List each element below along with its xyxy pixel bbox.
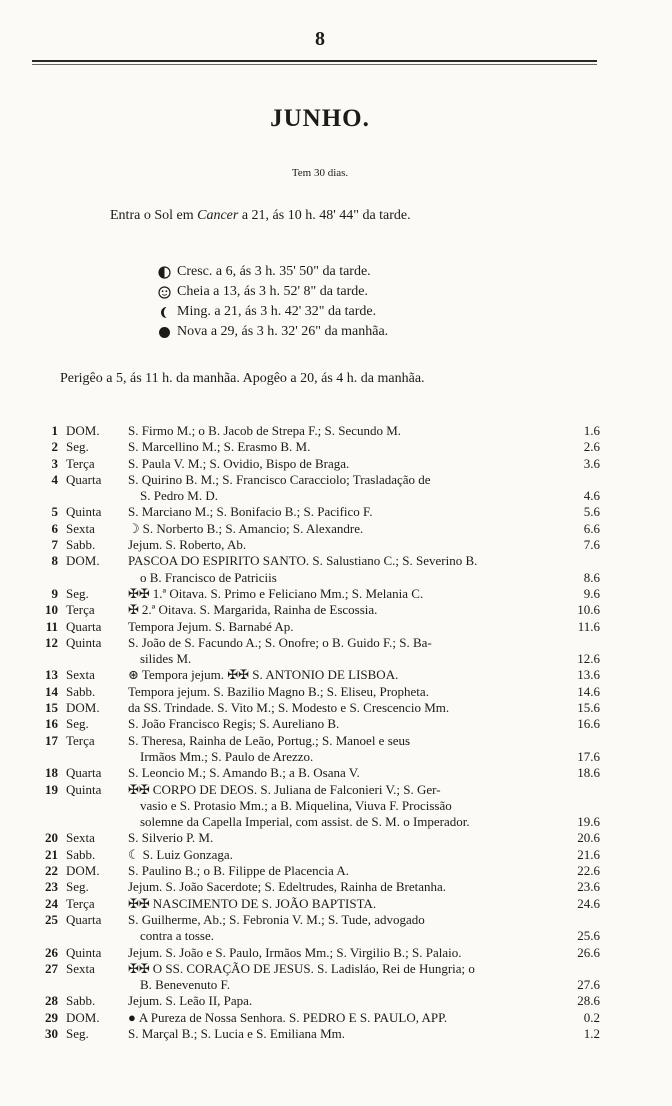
saints-line-text: silides M. xyxy=(140,651,192,667)
saints-text xyxy=(128,993,570,1009)
calendar-row xyxy=(40,863,600,879)
calendar-row xyxy=(40,553,600,586)
days-note: Tem 30 dias. xyxy=(291,167,349,179)
day-number: 5 xyxy=(51,504,58,520)
day-number: 15 xyxy=(45,700,58,716)
day-number: 16 xyxy=(45,716,58,732)
day-number: 12 xyxy=(45,634,58,650)
saints-line xyxy=(128,423,564,439)
saints-line xyxy=(128,537,564,553)
weekday: Sexta xyxy=(66,520,95,536)
right-number: 1.2 xyxy=(583,1025,600,1041)
feast-mark-icon: ⊛ xyxy=(128,667,139,683)
right-number: 13.6 xyxy=(577,667,600,683)
saints-line-text: da SS. Trindade. S. Vito M.; S. Modesto e S. Crescencio Mm. xyxy=(128,700,450,716)
calendar-row xyxy=(40,439,600,455)
feast-mark-icon: ☾ xyxy=(128,846,140,862)
right-number: 18.6 xyxy=(577,765,600,781)
day-number: 14 xyxy=(45,683,58,699)
weekday: Sexta xyxy=(66,960,95,976)
perigee-apogee-line: Perigêo a 5, ás 11 h. da manhãa. Apogêo a 20, ás 4 h. da manhãa. xyxy=(60,371,425,386)
saints-text xyxy=(128,782,570,831)
full-moon-icon xyxy=(158,286,171,299)
saints-line-text: Tempora jejum. S. Bazilio Magno B.; S. Eliseu, Propheta. xyxy=(128,683,429,699)
right-number: 3.6 xyxy=(583,455,600,471)
saints-text xyxy=(128,896,570,912)
calendar-body xyxy=(40,423,600,1042)
saints-text xyxy=(128,1026,570,1042)
saints-line-text: Jejum. S. João e S. Paulo, Irmãos Mm.; S. Virgilio B.; S. Palaio. xyxy=(128,944,462,960)
calendar-row xyxy=(40,830,600,846)
saints-line xyxy=(128,602,564,618)
saints-line xyxy=(140,651,564,667)
saints-text xyxy=(128,667,570,683)
saints-line-text: S. João de S. Facundo A.; S. Onofre; o B. Guido F.; S. Ba- xyxy=(128,634,432,650)
saints-line-text: 2.ª Oitava. S. Margarida, Rainha de Escossia. xyxy=(141,602,378,618)
day-number: 24 xyxy=(45,895,58,911)
last-quarter-moon-icon xyxy=(158,306,171,319)
saints-line xyxy=(128,521,564,537)
moon-phase-text: Cheia a 13, ás 3 h. 52' 8" da tarde. xyxy=(177,284,368,299)
feast-mark-icon: ● xyxy=(128,1009,136,1025)
saints-line xyxy=(140,814,564,830)
saints-line-text: S. Leoncio M.; S. Amando B.; a B. Osana V. xyxy=(128,765,360,781)
day-number: 27 xyxy=(45,960,58,976)
weekday: Seg. xyxy=(66,1025,89,1041)
calendar-row xyxy=(40,716,600,732)
right-number: 1.6 xyxy=(583,423,600,438)
calendar-row xyxy=(40,423,600,439)
weekday: Sabb. xyxy=(66,993,96,1009)
saints-line xyxy=(128,635,564,651)
saints-line xyxy=(128,733,564,749)
weekday: Sexta xyxy=(66,830,95,846)
calendar-row xyxy=(40,456,600,472)
month-title: JUNHO. xyxy=(270,105,370,132)
right-number: 21.6 xyxy=(577,846,600,862)
day-number: 7 xyxy=(51,537,58,553)
sun-entry-pre: Entra o Sol em xyxy=(110,208,198,223)
saints-text xyxy=(128,602,570,618)
calendar-row xyxy=(40,667,600,683)
saints-line xyxy=(128,684,564,700)
saints-line xyxy=(128,700,564,716)
saints-text xyxy=(128,553,570,586)
calendar-row xyxy=(40,912,600,945)
day-number: 9 xyxy=(51,585,58,601)
day-number: 18 xyxy=(45,765,58,781)
calendar-row xyxy=(40,1026,600,1042)
saints-line xyxy=(128,896,564,912)
saints-line xyxy=(128,912,564,928)
right-number: 20.6 xyxy=(577,830,600,846)
feast-mark-icon: ✠ xyxy=(128,602,139,618)
right-number: 2.6 xyxy=(583,439,600,455)
day-number: 4 xyxy=(51,471,58,487)
saints-line-text: S. Silverio P. M. xyxy=(128,830,214,846)
new-moon-icon xyxy=(158,326,171,339)
weekday: Seg. xyxy=(66,879,89,895)
weekday: Quinta xyxy=(66,634,102,650)
saints-text xyxy=(128,439,570,455)
day-number: 13 xyxy=(45,667,58,683)
saints-text xyxy=(128,684,570,700)
moon-phase-last-quarter xyxy=(158,302,388,322)
day-number: 28 xyxy=(45,993,58,1009)
saints-line xyxy=(128,553,564,569)
saints-line xyxy=(140,928,564,944)
right-number: 15.6 xyxy=(577,700,600,716)
saints-line-text: NASCIMENTO DE S. JOÃO BAPTISTA. xyxy=(152,895,377,911)
right-number: 9.6 xyxy=(583,585,600,601)
saints-text xyxy=(128,423,570,439)
saints-line-text: O SS. CORAÇÃO DE JESUS. S. Ladisláo, Rei de Hungria; o xyxy=(152,960,475,976)
right-number: 5.6 xyxy=(583,504,600,520)
weekday: Sabb. xyxy=(66,846,96,862)
calendar-table xyxy=(40,423,600,1042)
saints-line-text: PASCOA DO ESPIRITO SANTO. S. Salustiano C.; S. Severino B. xyxy=(128,553,478,569)
saints-line xyxy=(128,1026,564,1042)
moon-phase-full xyxy=(158,282,388,302)
saints-line xyxy=(128,782,564,798)
day-number: 17 xyxy=(45,732,58,748)
calendar-row xyxy=(40,619,600,635)
weekday: Sabb. xyxy=(66,683,96,699)
day-number: 1 xyxy=(51,423,58,438)
day-number: 21 xyxy=(45,846,58,862)
feast-mark-icon: ✠✠ xyxy=(128,585,150,601)
saints-line xyxy=(140,488,564,504)
saints-text xyxy=(128,619,570,635)
saints-text xyxy=(128,537,570,553)
saints-line-text: CORPO DE DEOS. S. Juliana de Falconieri V.; S. Ger- xyxy=(152,781,441,797)
saints-text xyxy=(128,879,570,895)
saints-text xyxy=(128,945,570,961)
calendar-row xyxy=(40,521,600,537)
saints-line xyxy=(128,830,564,846)
sun-entry-post: a 21, ás 10 h. 48' 44" da tarde. xyxy=(238,208,411,223)
saints-line-text: S. Pedro M. D. xyxy=(140,488,219,504)
weekday: Sabb. xyxy=(66,537,96,553)
day-number: 22 xyxy=(45,863,58,879)
saints-line xyxy=(140,570,564,586)
weekday: Terça xyxy=(66,895,95,911)
calendar-row xyxy=(40,635,600,668)
right-number: 25.6 xyxy=(577,928,600,944)
saints-text xyxy=(128,765,570,781)
day-number: 11 xyxy=(45,618,58,634)
calendar-row xyxy=(40,993,600,1009)
sun-entry-sign: Cancer xyxy=(197,208,239,223)
first-quarter-moon-icon xyxy=(158,266,171,279)
saints-text xyxy=(128,456,570,472)
saints-line xyxy=(140,798,564,814)
right-number: 0.2 xyxy=(583,1009,600,1025)
calendar-row xyxy=(40,1010,600,1026)
saints-line-text: S. Luiz Gonzaga. xyxy=(142,846,233,862)
weekday: Quarta xyxy=(66,618,102,634)
calendar-row xyxy=(40,879,600,895)
moon-phases xyxy=(158,262,388,342)
saints-line-text: S. Marcellino M.; S. Erasmo B. M. xyxy=(128,439,311,455)
right-number: 17.6 xyxy=(577,748,600,764)
saints-line-text: Irmãos Mm.; S. Paulo de Arezzo. xyxy=(140,748,314,764)
weekday: Quarta xyxy=(66,911,102,927)
sun-entry xyxy=(110,208,411,224)
saints-line-text: S. Norberto B.; S. Amancio; S. Alexandre. xyxy=(142,520,364,536)
calendar-row xyxy=(40,961,600,994)
feast-mark-icon: ✠✠ xyxy=(128,781,150,797)
right-number: 4.6 xyxy=(583,488,600,504)
saints-line-text: Jejum. S. Leão II, Papa. xyxy=(128,993,253,1009)
day-number: 19 xyxy=(45,781,58,797)
right-number: 27.6 xyxy=(577,977,600,993)
saints-line xyxy=(128,993,564,1009)
saints-text xyxy=(128,733,570,766)
calendar-row xyxy=(40,684,600,700)
right-number: 12.6 xyxy=(577,651,600,667)
weekday: Sexta xyxy=(66,667,95,683)
saints-text xyxy=(128,1010,570,1026)
right-number: 14.6 xyxy=(577,683,600,699)
saints-text xyxy=(128,635,570,668)
weekday: Terça xyxy=(66,455,95,471)
saints-line xyxy=(128,439,564,455)
saints-text xyxy=(128,912,570,945)
saints-line xyxy=(128,1010,564,1026)
calendar-row xyxy=(40,896,600,912)
saints-line-text: S. Guilherme, Ab.; S. Febronia V. M.; S. Tude, advogado xyxy=(128,911,425,927)
weekday: DOM. xyxy=(66,863,100,879)
day-number: 23 xyxy=(45,879,58,895)
weekday: Terça xyxy=(66,732,95,748)
saints-line-text: B. Benevenuto F. xyxy=(140,977,230,993)
feast-mark-icon: ✠✠ xyxy=(128,895,150,911)
weekday: DOM. xyxy=(66,1009,100,1025)
right-number: 28.6 xyxy=(577,993,600,1009)
weekday: Seg. xyxy=(66,716,89,732)
right-number: 7.6 xyxy=(583,537,600,553)
weekday: Seg. xyxy=(66,585,89,601)
saints-line-text: S. Marçal B.; S. Lucia e S. Emiliana Mm. xyxy=(128,1025,345,1041)
right-number: 26.6 xyxy=(577,944,600,960)
calendar-row xyxy=(40,782,600,831)
right-number: 8.6 xyxy=(583,569,600,585)
moon-phase-first-quarter xyxy=(158,262,388,282)
calendar-row xyxy=(40,733,600,766)
saints-line-text: Tempora Jejum. S. Barnabé Ap. xyxy=(128,618,294,634)
day-number: 8 xyxy=(51,553,58,569)
calendar-row xyxy=(40,700,600,716)
saints-line xyxy=(128,667,564,683)
day-number: 26 xyxy=(45,944,58,960)
calendar-row xyxy=(40,537,600,553)
saints-text xyxy=(128,472,570,505)
saints-line-text: Jejum. S. João Sacerdote; S. Edeltrudes, Rainha de Bretanha. xyxy=(128,879,447,895)
day-number: 6 xyxy=(51,520,58,536)
calendar-row xyxy=(40,945,600,961)
calendar-row xyxy=(40,602,600,618)
calendar-row xyxy=(40,504,600,520)
saints-text xyxy=(128,830,570,846)
saints-line-text: S. Quirino B. M.; S. Francisco Caracciolo; Trasladação de xyxy=(128,471,431,487)
right-number: 24.6 xyxy=(577,895,600,911)
saints-text xyxy=(128,847,570,863)
saints-line-text: 1.ª Oitava. S. Primo e Feliciano Mm.; S. Melania C. xyxy=(152,585,424,601)
saints-line xyxy=(128,716,564,732)
saints-line-text: S. Theresa, Rainha de Leão, Portug.; S. Manoel e seus xyxy=(128,732,411,748)
saints-line-text: Jejum. S. Roberto, Ab. xyxy=(128,537,247,553)
saints-line-text: o B. Francisco de Patriciis xyxy=(140,569,277,585)
saints-text xyxy=(128,521,570,537)
saints-line xyxy=(128,863,564,879)
saints-line xyxy=(128,586,564,602)
feast-mark-icon: ☽ xyxy=(128,520,140,536)
moon-phase-new xyxy=(158,322,388,342)
header-rule-thin xyxy=(32,64,597,65)
weekday: Quarta xyxy=(66,471,102,487)
saints-line-text: S. Paula V. M.; S. Ovidio, Bispo de Braga. xyxy=(128,455,350,471)
day-number: 30 xyxy=(45,1025,58,1041)
saints-line-text: S. Paulino B.; o B. Filippe de Placencia A. xyxy=(128,863,349,879)
saints-text xyxy=(128,700,570,716)
saints-line-text: A Pureza de Nossa Senhora. S. PEDRO E S. PAULO, APP. xyxy=(138,1009,448,1025)
weekday: Quinta xyxy=(66,944,102,960)
saints-line-text: S. Firmo M.; o B. Jacob de Strepa F.; S. Secundo M. xyxy=(128,423,402,438)
saints-line xyxy=(128,879,564,895)
right-number: 10.6 xyxy=(577,602,600,618)
saints-line xyxy=(128,456,564,472)
right-number: 23.6 xyxy=(577,879,600,895)
moon-phase-text: Cresc. a 6, ás 3 h. 35' 50" da tarde. xyxy=(177,264,371,279)
saints-text xyxy=(128,504,570,520)
header-rule xyxy=(32,60,597,62)
page-number: 8 xyxy=(315,28,325,50)
right-number: 19.6 xyxy=(577,814,600,830)
saints-line xyxy=(128,765,564,781)
saints-line-text: vasio e S. Protasio Mm.; a B. Miquelina, Viuva F. Procissão xyxy=(140,797,452,813)
saints-text xyxy=(128,586,570,602)
calendar-row xyxy=(40,847,600,863)
day-number: 10 xyxy=(45,602,58,618)
saints-line xyxy=(128,504,564,520)
right-number: 6.6 xyxy=(583,520,600,536)
saints-line xyxy=(128,945,564,961)
calendar-row xyxy=(40,472,600,505)
weekday: DOM. xyxy=(66,423,100,438)
saints-line-text: S. Marciano M.; S. Bonifacio B.; S. Pacifico F. xyxy=(128,504,373,520)
saints-line xyxy=(128,619,564,635)
weekday: Seg. xyxy=(66,439,89,455)
moon-phase-text: Nova a 29, ás 3 h. 32' 26" da manhãa. xyxy=(177,324,389,339)
saints-line xyxy=(128,847,564,863)
day-number: 3 xyxy=(51,455,58,471)
calendar-row xyxy=(40,765,600,781)
weekday: DOM. xyxy=(66,553,100,569)
right-number: 11.6 xyxy=(577,618,600,634)
saints-line xyxy=(128,472,564,488)
saints-line-text: Tempora jejum. ✠✠ S. ANTONIO DE LISBOA. xyxy=(141,667,399,683)
saints-line xyxy=(128,961,564,977)
saints-line xyxy=(140,749,564,765)
saints-line xyxy=(140,977,564,993)
saints-text xyxy=(128,863,570,879)
day-number: 25 xyxy=(45,911,58,927)
saints-text xyxy=(128,961,570,994)
right-number: 16.6 xyxy=(577,716,600,732)
right-number: 22.6 xyxy=(577,863,600,879)
day-number: 29 xyxy=(45,1009,58,1025)
saints-line-text: solemne da Capella Imperial, com assist. de S. M. o Imperador. xyxy=(140,814,470,830)
saints-line-text: S. João Francisco Regis; S. Aureliano B. xyxy=(128,716,340,732)
weekday: Quinta xyxy=(66,504,102,520)
day-number: 20 xyxy=(45,830,58,846)
day-number: 2 xyxy=(51,439,58,455)
weekday: Quinta xyxy=(66,781,102,797)
weekday: Terça xyxy=(66,602,95,618)
feast-mark-icon: ✠✠ xyxy=(128,960,150,976)
weekday: Quarta xyxy=(66,765,102,781)
calendar-row xyxy=(40,586,600,602)
saints-line-text: contra a tosse. xyxy=(140,928,215,944)
weekday: DOM. xyxy=(66,700,100,716)
saints-text xyxy=(128,716,570,732)
moon-phase-text: Ming. a 21, ás 3 h. 42' 32" da tarde. xyxy=(177,304,377,319)
